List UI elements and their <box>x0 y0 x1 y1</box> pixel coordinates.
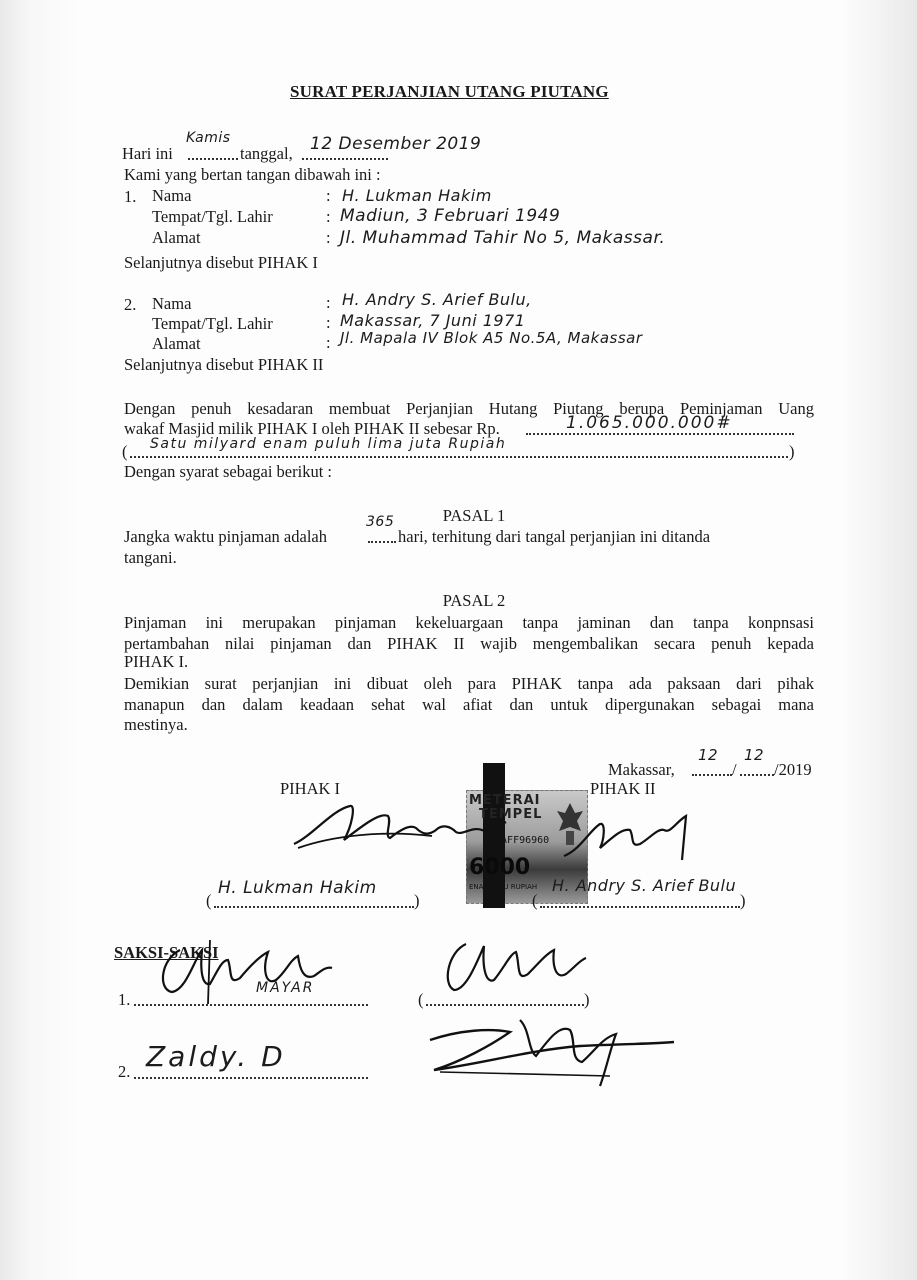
amount-words-open-paren: ( <box>122 442 128 461</box>
party1-birth-value: Madiun, 3 Februari 1949 <box>340 206 561 226</box>
pihak1-name-close-paren: ) <box>414 891 420 910</box>
pihak1-name: H. Lukman Hakim <box>218 878 377 898</box>
party1-birth-colon: : <box>326 207 331 226</box>
party2-birth-label: Tempat/Tgl. Lahir <box>152 314 273 333</box>
party2-birth-colon: : <box>326 313 331 332</box>
pihak1-name-open-paren: ( <box>206 891 212 910</box>
agreement-line1: Dengan penuh kesadaran membuat Perjanjian Hutang Piutang berupa Peminjaman Uang <box>124 399 814 418</box>
party1-birth-label: Tempat/Tgl. Lahir <box>152 207 273 226</box>
witness1-signature <box>150 930 350 1010</box>
agreement-line2: wakaf Masjid milik PIHAK I oleh PIHAK II sebesar Rp. <box>124 419 500 438</box>
witnesses-heading: SAKSI-SAKSI <box>114 943 219 962</box>
day-dots <box>188 158 238 160</box>
pasal2-p2-line1: Demikian surat perjanjian ini dibuat oleh para PIHAK tanpa ada paksaan dari pihak <box>124 674 814 693</box>
pihak1-label: PIHAK I <box>280 779 341 798</box>
witness2-number: 2. <box>118 1062 131 1081</box>
amount-words-close-paren: ) <box>789 442 795 461</box>
signing-day-dots <box>692 774 732 776</box>
stamp-code: 7BAFF96960 <box>489 835 550 846</box>
pasal1-heading: PASAL 1 <box>442 506 506 525</box>
witness2-name: Zaldy. D <box>146 1040 286 1073</box>
pasal1-text-b: hari, terhitung dari tangal perjanjian ini ditanda <box>398 527 711 546</box>
witness2-right-signature <box>420 1010 680 1090</box>
pasal1-text-c: tangani. <box>124 548 177 567</box>
pasal2-p1-line3: PIHAK I. <box>124 652 189 671</box>
party1-name-label: Nama <box>152 186 192 205</box>
date-label: tanggal, <box>240 144 293 163</box>
amount-value: 1.065.000.000# <box>566 413 733 433</box>
pihak2-name-dots <box>540 906 740 908</box>
stamp-line2: TEMPEL <box>479 807 543 822</box>
party2-address-label: Alamat <box>152 334 201 353</box>
party2-name-label: Nama <box>152 294 192 313</box>
stamp-words: ENAM RIBU RUPIAH <box>469 883 538 891</box>
stamp-value: 6000 <box>469 855 531 880</box>
party1-address-value: Jl. Muhammad Tahir No 5, Makassar. <box>340 228 666 248</box>
pihak1-name-dots <box>214 906 414 908</box>
signing-year: /2019 <box>774 760 812 779</box>
witness1-right-open-paren: ( <box>418 990 424 1009</box>
pasal2-heading: PASAL 2 <box>442 591 506 610</box>
party2-birth-value: Makassar, 7 Juni 1971 <box>340 311 526 330</box>
signing-day: 12 <box>698 746 719 764</box>
witness1-right-close-paren: ) <box>584 990 590 1009</box>
pihak2-signature <box>560 800 700 870</box>
document-title: SURAT PERJANJIAN UTANG PIUTANG <box>290 82 609 101</box>
day-value: Kamis <box>186 130 231 146</box>
witness2-dots <box>134 1077 368 1079</box>
party2-name-colon: : <box>326 293 331 312</box>
pasal2-p1-line2: pertambahan nilai pinjaman dan PIHAK II wajib mengembalikan secara penuh kepada <box>124 634 814 653</box>
witness1-name: MAYAR <box>256 980 315 996</box>
party1-number: 1. <box>124 187 137 206</box>
date-value: 12 Desember 2019 <box>310 134 482 154</box>
signing-month-dots <box>740 774 774 776</box>
party2-name-value: H. Andry S. Arief Bulu, <box>342 290 532 309</box>
party1-name-colon: : <box>326 186 331 205</box>
pihak2-name: H. Andry S. Arief Bulu <box>552 876 737 895</box>
party2-designation: Selanjutnya disebut PIHAK II <box>124 355 324 374</box>
party2-address-value: Jl. Mapala IV Blok A5 No.5A, Makassar <box>340 329 643 347</box>
witness1-number: 1. <box>118 990 131 1009</box>
party2-address-colon: : <box>326 333 331 352</box>
amount-words: Satu milyard enam puluh lima juta Rupiah <box>150 436 507 452</box>
pasal1-days: 365 <box>366 514 395 530</box>
amount-words-dots <box>130 456 788 458</box>
party1-address-label: Alamat <box>152 228 201 247</box>
pihak2-name-close-paren: ) <box>740 891 746 910</box>
date-dots <box>302 158 388 160</box>
stamp-line1: METERAI <box>469 793 541 808</box>
amount-dots <box>526 433 794 435</box>
party1-address-colon: : <box>326 228 331 247</box>
party1-designation: Selanjutnya disebut PIHAK I <box>124 253 318 272</box>
conditions-text: Dengan syarat sebagai berikut : <box>124 462 333 481</box>
pasal1-text-a: Jangka waktu pinjaman adalah <box>124 527 327 546</box>
party2-number: 2. <box>124 295 137 314</box>
signing-slash: / <box>732 760 737 779</box>
signing-month: 12 <box>744 746 765 764</box>
signing-place: Makassar, <box>608 760 675 779</box>
intro-text: Kami yang bertan tangan dibawah ini : <box>124 165 381 184</box>
party1-name-value: H. Lukman Hakim <box>342 186 492 205</box>
pihak1-signature <box>292 796 512 866</box>
pihak2-label: PIHAK II <box>590 779 656 798</box>
day-label: Hari ini <box>122 144 173 163</box>
pasal2-p2-line2: manapun dan dalam keadaan sehat wal afiat dan untuk dipergunakan sebagai mana <box>124 695 814 714</box>
pasal2-p1-line1: Pinjaman ini merupakan pinjaman kekeluargaan tanpa jaminan dan tanpa konpnsasi <box>124 613 814 632</box>
pasal1-days-dots <box>368 541 396 543</box>
pasal2-p2-line3: mestinya. <box>124 715 188 734</box>
pihak2-name-open-paren: ( <box>532 891 538 910</box>
witness1-right-signature <box>436 924 596 1004</box>
witness1-right-dots <box>426 1004 584 1006</box>
